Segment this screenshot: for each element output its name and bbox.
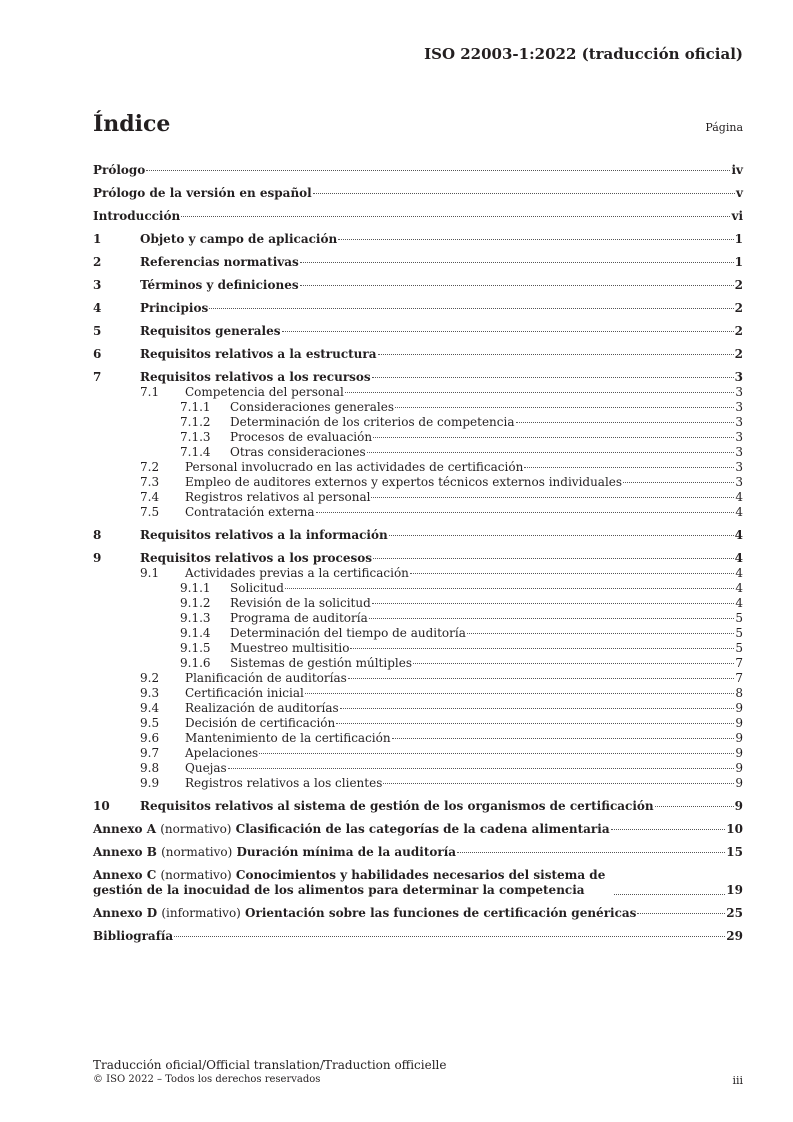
toc-entry[interactable] bbox=[93, 475, 743, 490]
toc-entry-title: Introducción bbox=[93, 209, 181, 223]
toc-entry-page: 5 bbox=[735, 611, 743, 625]
toc-entry-number: 7.3 bbox=[140, 475, 160, 489]
leader-dots bbox=[228, 768, 735, 769]
toc-entry-page: 9 bbox=[735, 716, 743, 730]
toc-entry-title bbox=[93, 906, 636, 921]
toc-entry-page: 10 bbox=[726, 822, 743, 836]
toc-entry-page: 7 bbox=[735, 671, 743, 685]
toc-entry-page: 3 bbox=[734, 370, 743, 384]
toc-entry-page: 2 bbox=[734, 301, 743, 315]
leader-dots bbox=[373, 558, 734, 559]
toc-entry[interactable] bbox=[93, 490, 743, 505]
toc-entry-title: Requisitos generales bbox=[140, 324, 281, 338]
toc-entry-page: 19 bbox=[726, 883, 743, 897]
toc-entry-page: 29 bbox=[726, 929, 743, 943]
toc-entry-number: 9.6 bbox=[140, 731, 160, 745]
toc-entry-title: Requisitos relativos a los procesos bbox=[140, 551, 373, 565]
toc-entry-number: 9.3 bbox=[140, 686, 160, 700]
leader-dots bbox=[181, 216, 730, 217]
annex-kind: (normativo) bbox=[161, 845, 233, 859]
toc-entry-title: Mantenimiento de la certificación bbox=[185, 731, 391, 745]
leader-dots bbox=[383, 783, 734, 784]
toc-entry[interactable] bbox=[93, 641, 743, 656]
toc-entry-number: 9.4 bbox=[140, 701, 160, 715]
toc-entry[interactable] bbox=[93, 505, 743, 520]
leader-dots bbox=[336, 723, 734, 724]
toc-entry-title: Registros relativos al personal bbox=[185, 490, 371, 504]
toc-entry-title: Actividades previas a la certificación bbox=[185, 566, 409, 580]
toc-entry[interactable] bbox=[93, 686, 743, 701]
toc-entry-number: 2 bbox=[93, 255, 102, 269]
toc-entry-number: 1 bbox=[93, 232, 102, 246]
toc-entry[interactable] bbox=[93, 566, 743, 581]
toc-entry-number: 5 bbox=[93, 324, 102, 338]
leader-dots bbox=[174, 936, 725, 937]
annex-title: Clasificación de las categorías de la cadena alimentaria bbox=[235, 822, 610, 836]
toc-entry-page: 4 bbox=[735, 505, 743, 519]
footer-translation-note: Traducción oficial/Official translation/Traduction officielle bbox=[93, 1058, 447, 1072]
leader-dots bbox=[348, 678, 735, 679]
toc-entry-number: 9.9 bbox=[140, 776, 160, 790]
toc-entry-page: 9 bbox=[735, 731, 743, 745]
toc-entry-page: 4 bbox=[734, 551, 743, 565]
toc-entry-page: 4 bbox=[735, 490, 743, 504]
toc-entry-number: 9.1.2 bbox=[180, 596, 211, 610]
leader-dots bbox=[350, 648, 734, 649]
toc-entry-number: 7.1 bbox=[140, 385, 160, 399]
toc-entry-number: 9.5 bbox=[140, 716, 160, 730]
toc-entry-number: 7 bbox=[93, 370, 102, 384]
toc-entry-page: 4 bbox=[735, 596, 743, 610]
toc-entry-title: Requisitos relativos a los recursos bbox=[140, 370, 371, 384]
toc-entry-page: 3 bbox=[735, 385, 743, 399]
toc-entry[interactable] bbox=[93, 776, 743, 791]
annex-label: Annexo C bbox=[93, 868, 157, 882]
leader-dots bbox=[378, 354, 734, 355]
toc-entry[interactable] bbox=[93, 400, 743, 415]
toc-entry-title: Referencias normativas bbox=[140, 255, 299, 269]
toc-entry-title: Prólogo de la versión en español bbox=[93, 186, 312, 200]
toc-entry[interactable] bbox=[93, 163, 743, 178]
leader-dots bbox=[467, 633, 734, 634]
toc-entry[interactable] bbox=[93, 731, 743, 746]
leader-dots bbox=[345, 392, 735, 393]
annex-title: Orientación sobre las funciones de certificación genéricas bbox=[245, 906, 637, 920]
toc-entry-page: 5 bbox=[735, 641, 743, 655]
toc-entry-page: v bbox=[736, 186, 743, 200]
leader-dots bbox=[259, 753, 734, 754]
leader-dots bbox=[413, 663, 734, 664]
toc-entry-number: 7.2 bbox=[140, 460, 160, 474]
toc-entry-page: 4 bbox=[734, 528, 743, 542]
toc-entry[interactable] bbox=[93, 186, 743, 201]
toc-entry-number: 9.8 bbox=[140, 761, 160, 775]
toc-entry[interactable] bbox=[93, 596, 743, 611]
leader-dots bbox=[516, 422, 735, 423]
toc-entry-page: 2 bbox=[734, 278, 743, 292]
toc-entry[interactable] bbox=[93, 761, 743, 776]
toc-entry[interactable] bbox=[93, 929, 743, 944]
toc-entry-title: Consideraciones generales bbox=[230, 400, 394, 414]
toc-entry-number: 3 bbox=[93, 278, 102, 292]
toc-entry[interactable] bbox=[93, 868, 743, 898]
toc-entry-number: 9.1.1 bbox=[180, 581, 211, 595]
toc-entry[interactable] bbox=[93, 460, 743, 475]
toc-entry[interactable] bbox=[93, 746, 743, 761]
annex-label: Annexo B bbox=[93, 845, 157, 859]
toc-entry-title: Términos y definiciones bbox=[140, 278, 299, 292]
toc-entry[interactable] bbox=[93, 611, 743, 626]
toc-entry-number: 9.2 bbox=[140, 671, 160, 685]
toc-entry-page: 9 bbox=[735, 746, 743, 760]
leader-dots bbox=[338, 239, 733, 240]
annex-label: Annexo A bbox=[93, 822, 157, 836]
leader-dots bbox=[410, 573, 734, 574]
toc-entry-page: 2 bbox=[734, 347, 743, 361]
leader-dots bbox=[623, 482, 734, 483]
toc-entry-title: Competencia del personal bbox=[185, 385, 344, 399]
leader-dots bbox=[395, 407, 734, 408]
toc-entry-title: Principios bbox=[140, 301, 209, 315]
toc-entry-title: Otras consideraciones bbox=[230, 445, 366, 459]
toc-entry-title: Procesos de evaluación bbox=[230, 430, 373, 444]
leader-dots bbox=[524, 467, 734, 468]
toc-entry-title bbox=[93, 845, 456, 860]
annex-kind: (informativo) bbox=[161, 906, 241, 920]
toc-entry[interactable] bbox=[93, 716, 743, 731]
toc-entry[interactable] bbox=[93, 701, 743, 716]
toc-entry-number: 7.1.4 bbox=[180, 445, 211, 459]
toc-entry-title: Objeto y campo de aplicación bbox=[140, 232, 338, 246]
leader-dots bbox=[282, 331, 734, 332]
leader-dots bbox=[300, 262, 734, 263]
toc-entry[interactable] bbox=[93, 656, 743, 671]
toc-entry-page: 1 bbox=[734, 232, 743, 246]
toc-entry-title: Registros relativos a los clientes bbox=[185, 776, 383, 790]
toc-entry-title: Sistemas de gestión múltiples bbox=[230, 656, 412, 670]
toc-entry[interactable] bbox=[93, 301, 743, 316]
toc-entry[interactable] bbox=[93, 278, 743, 293]
toc-entry[interactable] bbox=[93, 906, 743, 921]
toc-entry[interactable] bbox=[93, 347, 743, 362]
toc-entry[interactable] bbox=[93, 415, 743, 430]
toc-entry-page: iv bbox=[731, 163, 743, 177]
toc-entry-title: Realización de auditorías bbox=[185, 701, 339, 715]
footer-page-number: iii bbox=[732, 1074, 743, 1087]
toc-entry-number: 9.1.6 bbox=[180, 656, 211, 670]
leader-dots bbox=[367, 452, 735, 453]
toc-entry-page: 9 bbox=[735, 701, 743, 715]
leader-dots bbox=[146, 170, 730, 171]
toc-entry-number: 6 bbox=[93, 347, 102, 361]
toc-entry-page: 5 bbox=[735, 626, 743, 640]
toc-entry-page: 8 bbox=[735, 686, 743, 700]
toc-entry-title: Empleo de auditores externos y expertos técnicos externos individuales bbox=[185, 475, 623, 489]
leader-dots bbox=[372, 603, 735, 604]
toc-entry-page: 9 bbox=[735, 776, 743, 790]
toc-entry-page: 25 bbox=[726, 906, 743, 920]
annex-title: Conocimientos y habilidades necesarios del sistema de gestión de la inocuidad de los alimentos para determinar la competencia bbox=[93, 868, 606, 897]
toc-entry-title: Personal involucrado en las actividades de certificación bbox=[185, 460, 524, 474]
toc-entry-page: 3 bbox=[735, 445, 743, 459]
toc-entry-title: Contratación externa bbox=[185, 505, 315, 519]
toc-entry-page: 3 bbox=[735, 415, 743, 429]
annex-label: Annexo D bbox=[93, 906, 158, 920]
toc-entry-number: 8 bbox=[93, 528, 102, 542]
toc-entry-title: Requisitos relativos al sistema de gestión de los organismos de certificación bbox=[140, 799, 654, 813]
toc-entry[interactable] bbox=[93, 445, 743, 460]
toc-entry-number: 4 bbox=[93, 301, 102, 315]
leader-dots bbox=[340, 708, 735, 709]
leader-dots bbox=[457, 852, 725, 853]
toc-entry[interactable] bbox=[93, 581, 743, 596]
toc-entry-page: 1 bbox=[734, 255, 743, 269]
toc-entry-title: Programa de auditoría bbox=[230, 611, 368, 625]
annex-kind: (normativo) bbox=[160, 822, 232, 836]
toc-entry-number: 7.5 bbox=[140, 505, 160, 519]
toc-entry-page: vi bbox=[731, 209, 743, 223]
toc-entry-title: Solicitud bbox=[230, 581, 284, 595]
toc-entry-page: 15 bbox=[726, 845, 743, 859]
toc-entry-title: Quejas bbox=[185, 761, 227, 775]
toc-entry-title: Determinación de los criterios de competencia bbox=[230, 415, 515, 429]
toc-entry-page: 3 bbox=[735, 400, 743, 414]
toc-entry-page: 4 bbox=[735, 566, 743, 580]
leader-dots bbox=[313, 193, 735, 194]
toc-entry-number: 7.1.3 bbox=[180, 430, 211, 444]
toc-entry-title: Apelaciones bbox=[185, 746, 259, 760]
toc-entry[interactable] bbox=[93, 370, 743, 385]
toc-entry-title bbox=[93, 868, 613, 898]
table-of-contents bbox=[93, 155, 743, 944]
toc-entry-page: 9 bbox=[735, 761, 743, 775]
toc-entry-title: Muestreo multisitio bbox=[230, 641, 350, 655]
toc-entry[interactable] bbox=[93, 209, 743, 224]
toc-entry[interactable] bbox=[93, 324, 743, 339]
toc-entry-page: 7 bbox=[735, 656, 743, 670]
page-column-label: Página bbox=[705, 121, 743, 134]
toc-entry-number: 9.1.4 bbox=[180, 626, 211, 640]
annex-kind: (normativo) bbox=[160, 868, 232, 882]
toc-entry-number: 7.1.1 bbox=[180, 400, 211, 414]
toc-entry[interactable] bbox=[93, 626, 743, 641]
leader-dots bbox=[209, 308, 733, 309]
leader-dots bbox=[285, 588, 734, 589]
toc-entry-number: 9.1.5 bbox=[180, 641, 211, 655]
toc-entry-title bbox=[93, 822, 610, 837]
leader-dots bbox=[300, 285, 734, 286]
toc-entry[interactable] bbox=[93, 430, 743, 445]
toc-entry-number: 9.1.3 bbox=[180, 611, 211, 625]
toc-entry-title: Bibliografía bbox=[93, 929, 174, 943]
toc-entry[interactable] bbox=[93, 528, 743, 543]
document-header-title: ISO 22003-1:2022 (traducción oficial) bbox=[424, 45, 743, 63]
toc-entry-page: 2 bbox=[734, 324, 743, 338]
toc-entry-page: 3 bbox=[735, 475, 743, 489]
toc-entry-title: Determinación del tiempo de auditoría bbox=[230, 626, 466, 640]
leader-dots bbox=[316, 512, 735, 513]
leader-dots bbox=[611, 829, 726, 830]
toc-entry-title: Decisión de certificación bbox=[185, 716, 336, 730]
leader-dots bbox=[305, 693, 735, 694]
toc-entry-number: 9 bbox=[93, 551, 102, 565]
toc-entry-title: Requisitos relativos a la estructura bbox=[140, 347, 377, 361]
leader-dots bbox=[614, 894, 725, 895]
page-title: Índice bbox=[93, 111, 171, 137]
toc-entry-page: 9 bbox=[734, 799, 743, 813]
toc-entry-page: 3 bbox=[735, 430, 743, 444]
toc-entry-page: 3 bbox=[735, 460, 743, 474]
toc-entry[interactable] bbox=[93, 255, 743, 270]
annex-title: Duración mínima de la auditoría bbox=[236, 845, 457, 859]
leader-dots bbox=[373, 437, 734, 438]
toc-entry[interactable] bbox=[93, 822, 743, 837]
leader-dots bbox=[637, 913, 725, 914]
leader-dots bbox=[369, 618, 735, 619]
toc-entry-number: 9.7 bbox=[140, 746, 160, 760]
toc-entry[interactable] bbox=[93, 385, 743, 400]
toc-entry[interactable] bbox=[93, 799, 743, 814]
toc-entry-title: Certificación inicial bbox=[185, 686, 304, 700]
leader-dots bbox=[372, 377, 734, 378]
toc-entry[interactable] bbox=[93, 232, 743, 247]
toc-entry-page: 4 bbox=[735, 581, 743, 595]
leader-dots bbox=[392, 738, 735, 739]
toc-entry-title: Requisitos relativos a la información bbox=[140, 528, 388, 542]
toc-entry[interactable] bbox=[93, 845, 743, 860]
toc-entry[interactable] bbox=[93, 551, 743, 566]
toc-entry-number: 7.4 bbox=[140, 490, 160, 504]
toc-entry-number: 9.1 bbox=[140, 566, 160, 580]
toc-entry[interactable] bbox=[93, 671, 743, 686]
toc-entry-number: 10 bbox=[93, 799, 110, 813]
footer-copyright: © ISO 2022 – Todos los derechos reservados bbox=[93, 1074, 321, 1085]
leader-dots bbox=[371, 497, 734, 498]
toc-entry-title: Revisión de la solicitud bbox=[230, 596, 371, 610]
leader-dots bbox=[655, 806, 734, 807]
toc-entry-number: 7.1.2 bbox=[180, 415, 211, 429]
leader-dots bbox=[389, 535, 734, 536]
toc-entry-title: Planificación de auditorías bbox=[185, 671, 347, 685]
toc-entry-title: Prólogo bbox=[93, 163, 146, 177]
